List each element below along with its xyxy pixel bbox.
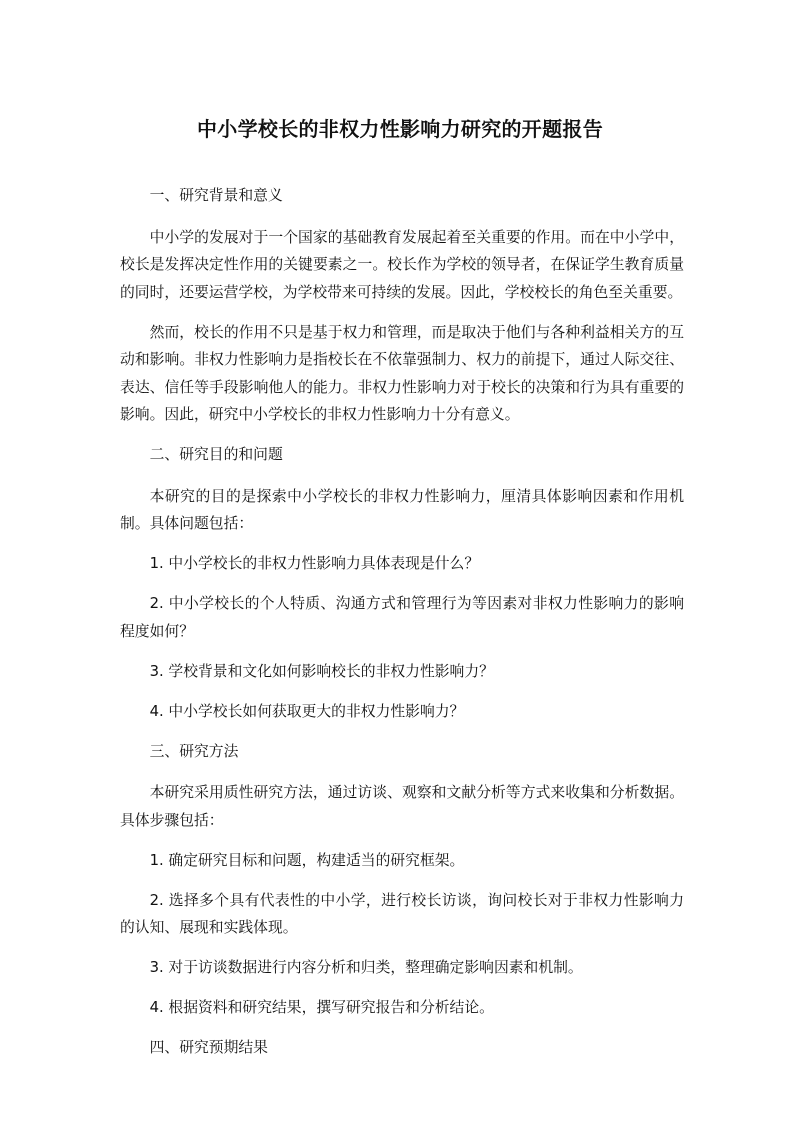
list-item-step-3: 3. 对于访谈数据进行内容分析和归类，整理确定影响因素和机制。 <box>149 959 583 976</box>
document-body <box>120 182 684 1076</box>
list-item-step-1: 1. 确定研究目标和问题，构建适当的研究框架。 <box>149 851 465 869</box>
section-heading-results: 四、研究预期结果 <box>149 1039 268 1056</box>
paragraph-background-2: 然而，校长的作用不只是基于权力和管理，而是取决于他们与各种利益相关方的互动和影响。非权力性影响力是指校长在不依靠强制力、权力的前提下，通过人际交往、表达、信任等手段影响他人的能力。非权力性影响力对于校长的决策和行为具有重要的影响。因此，研究中小学校长的非权力性影响力十分有意义。 <box>120 323 684 423</box>
section-heading-background: 一、研究背景和意义 <box>149 187 283 204</box>
list-item-step-4: 4. 根据资料和研究结果，撰写研究报告和分析结论。 <box>149 999 494 1016</box>
paragraph-method-intro: 本研究采用质性研究方法，通过访谈、观察和文献分析等方式来收集和分析数据。具体步骤包括： <box>120 784 684 829</box>
list-item-question-1: 1. 中小学校长的非权力性影响力具体表现是什么？ <box>149 555 480 572</box>
list-item-question-4: 4. 中小学校长如何获取更大的非权力性影响力？ <box>149 702 465 720</box>
list-item-question-3: 3. 学校背景和文化如何影响校长的非权力性影响力？ <box>149 662 494 680</box>
list-item-question-2: 2. 中小学校长的个人特质、沟通方式和管理行为等因素对非权力性影响力的影响程度如何？ <box>120 595 684 640</box>
section-heading-purpose: 二、研究目的和问题 <box>149 446 283 463</box>
document-title: 中小学校长的非权力性影响力研究的开题报告 <box>197 117 603 141</box>
paragraph-purpose-intro: 本研究的目的是探索中小学校长的非权力性影响力，厘清具体影响因素和作用机制。具体问题包括： <box>120 487 684 532</box>
list-item-step-2: 2. 选择多个具有代表性的中小学，进行校长访谈，询问校长对于非权力性影响力的认知、展现和实践体现。 <box>120 891 684 936</box>
paragraph-background-1: 中小学的发展对于一个国家的基础教育发展起着至关重要的作用。而在中小学中，校长是发挥决定性作用的关键要素之一。校长作为学校的领导者，在保证学生教育质量的同时，还要运营学校，为学校带来可持续的发展。因此，学校校长的角色至关重要。 <box>120 228 684 301</box>
section-heading-method: 三、研究方法 <box>149 742 239 760</box>
